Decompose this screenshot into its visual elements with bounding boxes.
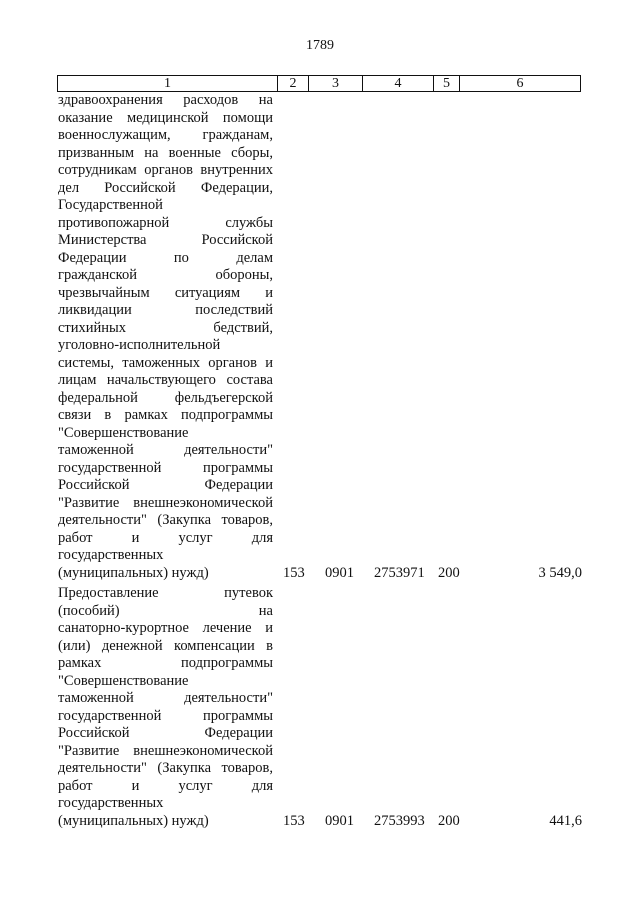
ministry-code: 153 [283,564,305,581]
description-line: Государственной [58,197,163,213]
description-line: работ и услуг для [58,529,273,546]
expense-type-code: 200 [438,812,460,829]
target-article-code: 2753971 [374,564,425,581]
section-code: 0901 [325,564,354,581]
description-line: государственной программы [58,707,273,724]
page-number: 1789 [306,38,334,53]
section-code: 0901 [325,812,354,829]
description-line: связи в рамках подпрограммы [58,407,273,423]
description-line: государственных [58,795,164,811]
description-line: гражданской обороны, [58,267,273,283]
description-line: санаторно-курортное лечение и [58,620,273,636]
description-line: "Развитие внешнеэкономической [58,494,273,511]
description-line: чрезвычайным ситуациям и [58,284,273,301]
description-line: работ и услуг для [58,777,273,794]
description-line: "Развитие внешнеэкономической [58,742,273,759]
column-header-6: 6 [460,76,581,92]
column-header-5: 5 [434,76,460,92]
description-line: оказание медицинской помощи [58,109,273,126]
column-header-table [57,75,581,92]
column-header-row [58,76,581,92]
description-line: деятельности" (Закупка товаров, [58,512,273,528]
description-line: здравоохранения расходов на [58,92,273,108]
description-line: дел Российской Федерации, [58,179,273,196]
description-line: уголовно-исполнительной [58,337,221,353]
description-line: ликвидации последствий [58,302,273,318]
amount-value: 3 549,0 [538,564,582,581]
column-header-3: 3 [309,76,363,92]
description-line: противопожарной службы [58,214,273,231]
description-line: (или) денежной компенсации в [58,637,273,654]
description-line: военнослужащим, гражданам, [58,127,273,143]
description-line: системы, таможенных органов и [58,354,273,371]
description-line: Министерства Российской [58,232,273,248]
description-line: (муниципальных) нужд) [58,812,209,829]
description-line: государственной программы [58,459,273,476]
description-line: таможенной деятельности" [58,690,273,706]
description-line: деятельности" (Закупка товаров, [58,760,273,776]
description-line: (муниципальных) нужд) [58,564,209,581]
row-description [58,92,273,582]
amount-value: 441,6 [549,812,582,829]
description-line: "Совершенствование [58,672,189,689]
expense-type-code: 200 [438,564,460,581]
row-description [58,585,273,830]
column-header-2: 2 [278,76,309,92]
description-line: (пособий) на [58,602,273,619]
description-line: таможенной деятельности" [58,442,273,458]
description-line: "Совершенствование [58,424,189,441]
description-line: стихийных бедствий, [58,319,273,336]
description-line: Российской Федерации [58,477,273,493]
description-line: рамках подпрограммы [58,655,273,671]
column-header-1: 1 [58,76,278,92]
description-line: Предоставление путевок [58,585,273,601]
description-line: Федерации по делам [58,249,273,266]
target-article-code: 2753993 [374,812,425,829]
description-line: федеральной фельдъегерской [58,389,273,406]
description-line: лицам начальствующего состава [58,372,273,388]
description-line: государственных [58,547,164,563]
ministry-code: 153 [283,812,305,829]
column-header-4: 4 [363,76,434,92]
description-line: призванным на военные сборы, [58,144,273,161]
description-line: Российской Федерации [58,725,273,741]
description-line: сотрудникам органов внутренних [58,162,273,178]
